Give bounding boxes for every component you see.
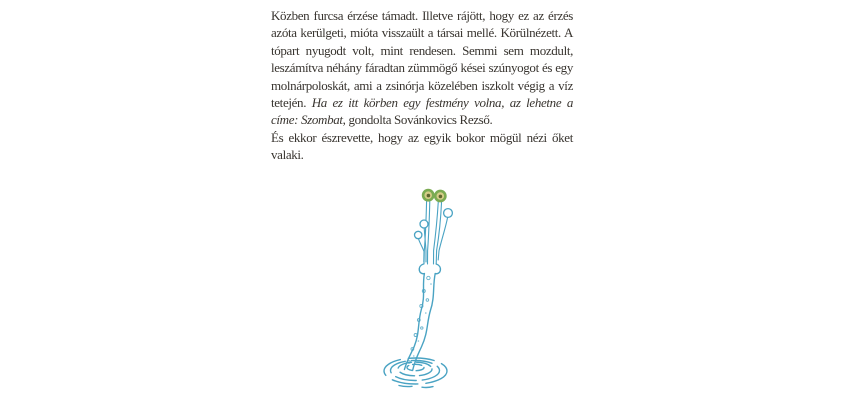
story-paragraph-2: [271, 129, 573, 164]
periscope-plant-drawing: [370, 180, 500, 392]
story-text-roman: És ekkor észrevette, hogy az egyik bokor mögül nézi őket valaki.: [271, 129, 573, 163]
plant-stem: [404, 274, 435, 371]
stem-joint: [419, 264, 440, 274]
story-text-block: [271, 7, 573, 164]
eye-pods: [423, 190, 445, 201]
eye-stalks: [418, 201, 447, 265]
story-text-roman: Közben furcsa érzése támadt. Illetve rájött, hogy ez az érzés azóta kerülgeti, mióta visszaült a társai mellé. Körülnézett. A tópart nyugodt volt, mint rendesen. Semmi sem mozdult, leszámítva néhány fáradtan zümmögő kései szúnyogot és egy molnárpoloskát, ami a zsinórja közelében iszkolt végig a víz tetején.: [271, 8, 573, 111]
eye-pupil: [439, 195, 443, 199]
story-text-roman: , gondolta Sovánkovics Rezső.: [342, 112, 493, 128]
eye-pupil: [427, 194, 431, 198]
illustration-periscope-plant: [370, 180, 500, 392]
bud-circle: [420, 220, 428, 228]
bud-circle: [444, 209, 453, 218]
bud-circle: [415, 231, 422, 238]
story-text-italic: Ha ez itt körben egy festmény volna, az lehetne a címe: Szombat: [271, 95, 574, 128]
story-paragraph-1: [271, 7, 573, 129]
